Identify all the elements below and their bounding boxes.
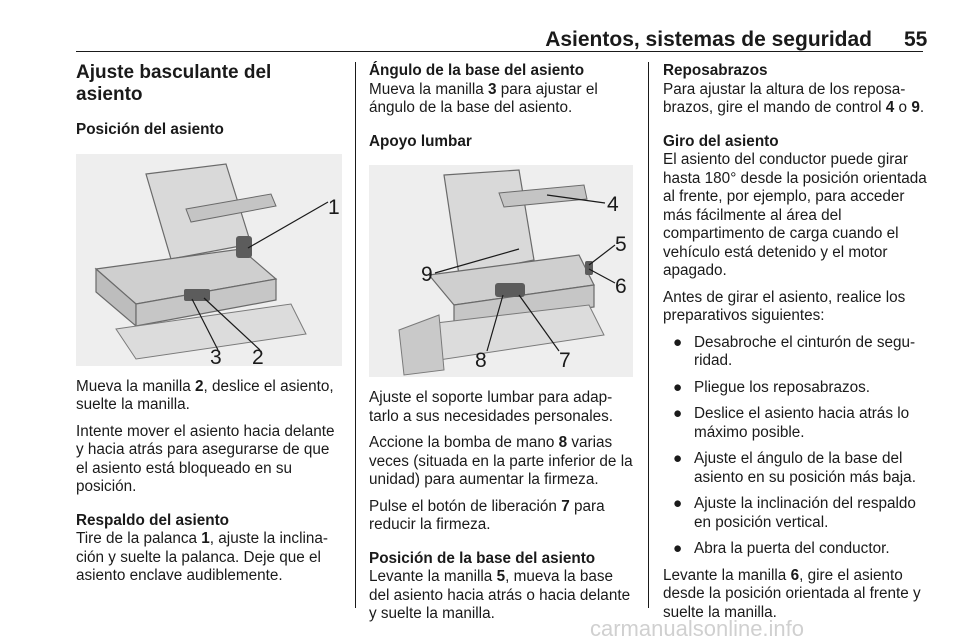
subsection-title-base-position: Posición de la base del asiento xyxy=(369,549,596,567)
seat-illustration-2 xyxy=(369,165,633,377)
header-rule xyxy=(76,51,923,52)
list-item: ● Pliegue los reposabrazos. xyxy=(673,378,871,396)
callout-9: 9 xyxy=(421,263,433,286)
paragraph-lumbar-2: Accione la bomba de mano 8 varias veces (situada en la parte inferior de la unidad) para aumentar la firmeza. xyxy=(369,434,633,488)
column-2 xyxy=(369,62,633,632)
paragraph-base-position: Levante la manilla 5, mueva la base del asiento hacia atrás o hacia delante y suelte la manilla. xyxy=(369,568,631,622)
callout-1: 1 xyxy=(328,195,340,219)
watermark: carmanualsonline.info xyxy=(590,616,805,641)
column-divider-2 xyxy=(648,62,649,608)
callout-2: 2 xyxy=(252,345,264,366)
paragraph-lumbar-1: Ajuste el soporte lumbar para adaptarlo a sus necesidades personales. xyxy=(369,389,614,425)
paragraph-swivel-2: Antes de girar el asiento, realice los preparativos siguientes: xyxy=(663,288,906,324)
list-item: ● Ajuste el ángulo de la base del asiento en su posición más baja. xyxy=(673,450,916,486)
bullet-icon: ● xyxy=(673,450,683,467)
subsection-title-base-angle: Ángulo de la base del asiento xyxy=(369,62,585,79)
lumbar-support-figure xyxy=(369,165,633,377)
column-3 xyxy=(663,62,927,630)
subsection-title-backrest: Respaldo del asiento xyxy=(76,511,230,529)
bullet-icon: ● xyxy=(673,495,683,512)
paragraph-seat-position: Mueva la manilla 2, deslice el asiento, suelte la manilla. xyxy=(76,377,334,413)
paragraph-swivel-final: Levante la manilla 6, gire el asiento desde la posición orientada al frente y suelte la manilla. xyxy=(663,566,921,621)
list-item: ● Desabroche el cinturón de seguridad. xyxy=(673,333,916,369)
subsection-title-swivel: Giro del asiento xyxy=(663,132,779,150)
paragraph-seat-check: Intente mover el asiento hacia delante y hacia atrás para asegurarse de que el asiento está bloqueado en su posición. xyxy=(76,422,335,495)
callout-4: 4 xyxy=(607,193,619,216)
swivel-preparation-list xyxy=(663,334,927,559)
callout-5: 5 xyxy=(615,233,627,256)
seat-illustration-1 xyxy=(76,154,342,366)
list-item: ● Abra la puerta del conductor. xyxy=(673,540,890,557)
paragraph-armrest: Para ajustar la altura de los reposabrazos, gire el mando de control 4 o 9. xyxy=(663,80,925,116)
paragraph-lumbar-3: Pulse el botón de liberación 7 para reducir la firmeza. xyxy=(369,497,605,533)
callout-7: 7 xyxy=(559,349,571,372)
subsection-title-armrest: Reposabrazos xyxy=(663,62,768,79)
paragraph-backrest: Tire de la palanca 1, ajuste la inclinación y suelte la palanca. Deje que el asiento enclave audiblemente. xyxy=(76,530,328,584)
seat-position-figure xyxy=(76,154,342,366)
paragraph-base-angle: Mueva la manilla 3 para ajustar el ángulo de la base del asiento. xyxy=(369,80,598,116)
list-item: ● Ajuste la inclinación del respaldo en posición vertical. xyxy=(673,495,916,531)
section-title: Ajuste basculante del asiento xyxy=(76,62,272,105)
paragraph-swivel-1: El asiento del conductor puede girar hasta 180° desde la posición orientada al frente, por ejemplo, para acceder más fácilmente al área del compartimento de carga cuando el vehículo está detenido y el motor apagado. xyxy=(663,151,927,279)
page-header-title: Asientos, sistemas de seguridad xyxy=(545,28,872,51)
column-divider-1 xyxy=(355,62,356,608)
list-item: ● Deslice el asiento hacia atrás lo máximo posible. xyxy=(673,405,910,441)
callout-8: 8 xyxy=(475,349,487,372)
bullet-icon: ● xyxy=(673,405,683,422)
callout-6: 6 xyxy=(615,275,627,298)
subsection-title-lumbar: Apoyo lumbar xyxy=(369,132,472,150)
bullet-icon: ● xyxy=(673,333,683,351)
bullet-icon: ● xyxy=(673,378,683,396)
bullet-icon: ● xyxy=(673,540,683,557)
column-1 xyxy=(76,62,342,594)
subsection-title-seat-position: Posición del asiento xyxy=(76,121,224,138)
callout-3: 3 xyxy=(210,345,222,366)
page-number: 55 xyxy=(904,28,928,51)
